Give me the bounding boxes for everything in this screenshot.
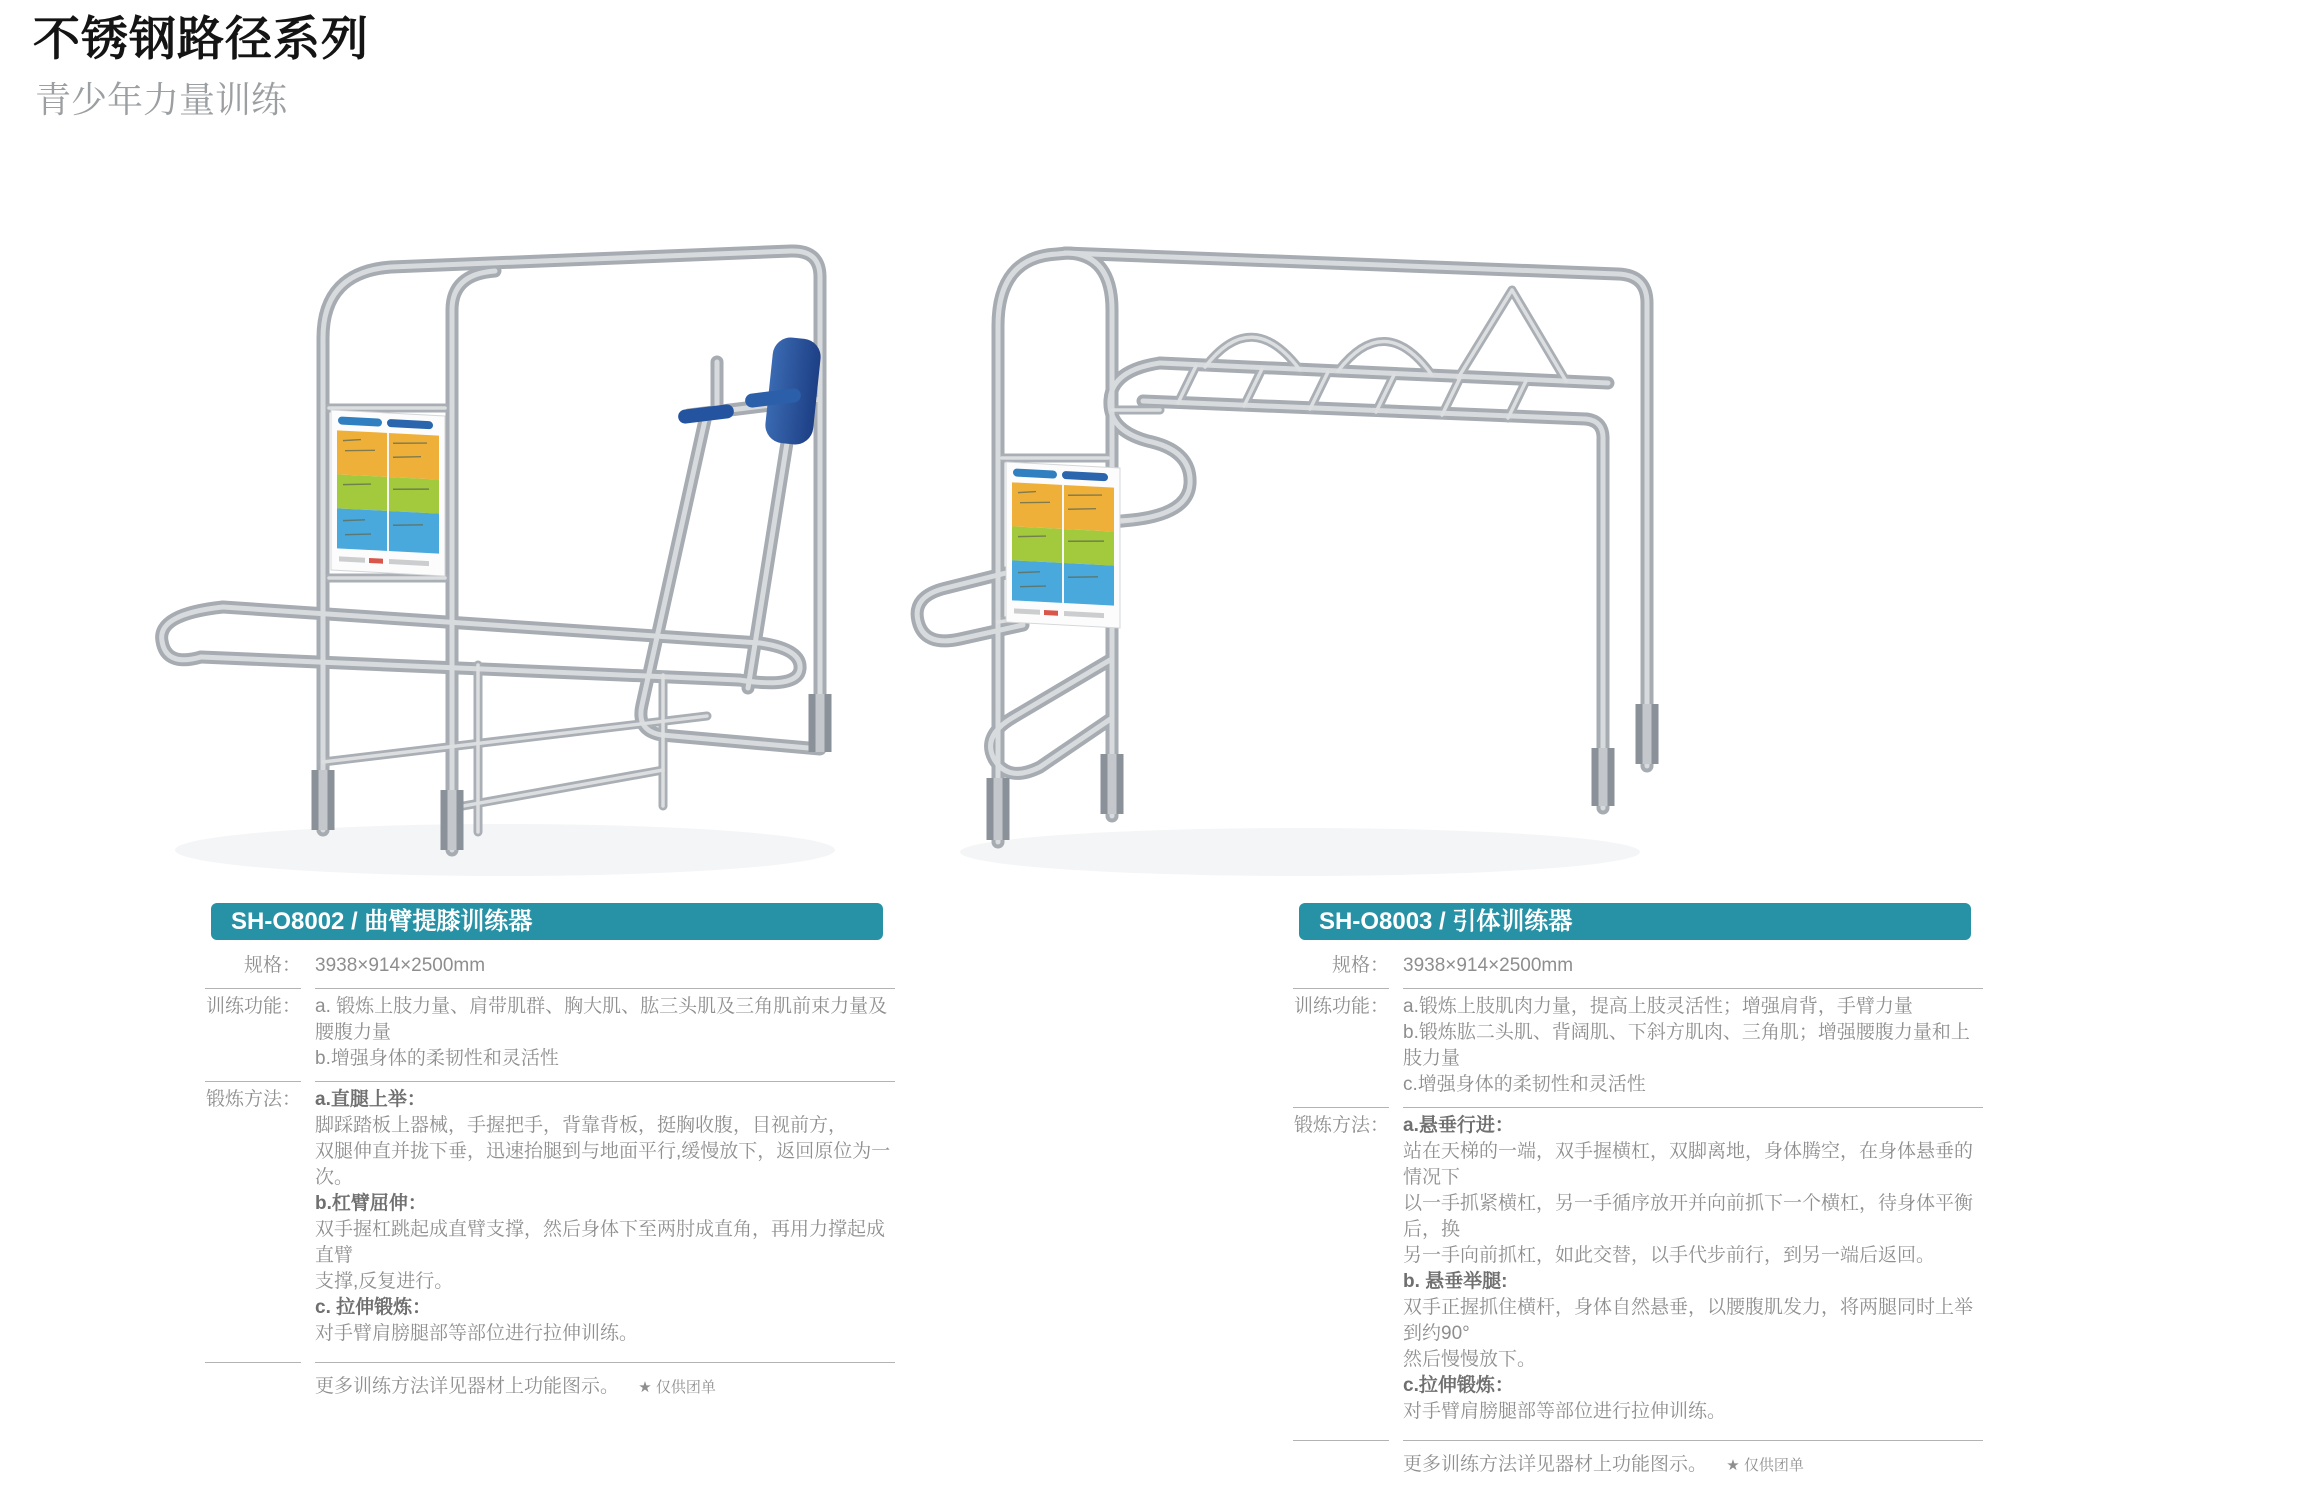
footer-spacer — [205, 1363, 301, 1410]
footer-content — [1403, 1441, 1983, 1488]
method-title: c. 拉伸锻炼： — [315, 1297, 432, 1318]
method-title: c.拉伸锻炼： — [1403, 1375, 1514, 1396]
steel-ladder-illustration — [860, 100, 1690, 910]
product-card-sh-o8003 — [1293, 903, 1983, 1488]
spec-row — [205, 948, 895, 989]
method-title: a.悬垂行进： — [1403, 1115, 1514, 1136]
spec-label: 规格： — [1293, 948, 1389, 989]
product-header-text: SH-O8003 / 引体训练器 — [1319, 908, 1573, 935]
ground-shadow — [175, 824, 835, 876]
spec-value: 3938×914×2500mm — [315, 948, 895, 989]
method-line: 站在天梯的一端，双手握横杠，双脚离地，身体腾空，在身体悬垂的情况下 — [1403, 1141, 1974, 1188]
function-line: a.锻炼上肢肌肉力量，提高上肢灵活性；增强肩背，手臂力量 — [1403, 996, 1913, 1017]
method-line: 以一手抓紧横杠，另一手循序放开并向前抓下一个横杠，待身体平衡后，换 — [1403, 1193, 1974, 1240]
functions-list — [1403, 989, 1983, 1108]
methods-label: 锻炼方法： — [205, 1082, 301, 1363]
function-line: b.锻炼肱二头肌、背阔肌、下斜方肌肉、三角肌；增强腰腹力量和上肢力量 — [1403, 1022, 1970, 1069]
footer-row — [205, 1363, 895, 1410]
functions-row — [1293, 989, 1983, 1108]
methods-row — [205, 1082, 895, 1363]
method-line: 对手臂肩膀腿部等部位进行拉伸训练。 — [315, 1323, 639, 1344]
function-line: c.增强身体的柔韧性和灵活性 — [1403, 1074, 1646, 1095]
product-card-sh-o8002 — [205, 903, 895, 1410]
methods-list — [315, 1082, 895, 1363]
product-header-bar — [211, 903, 883, 940]
methods-row — [1293, 1108, 1983, 1441]
footer-note: 更多训练方法详见器材上功能图示。 — [1403, 1454, 1708, 1475]
function-line: a. 锻炼上肢力量、肩带肌群、胸大肌、肱三头肌及三角肌前束力量及腰腹力量 — [315, 996, 888, 1043]
method-title: b. 悬垂举腿: — [1403, 1271, 1508, 1292]
page-subtitle: 青少年力量训练 — [35, 79, 288, 120]
function-line: b.增强身体的柔韧性和灵活性 — [315, 1048, 559, 1069]
product-photo-pull-up-trainer — [860, 100, 1690, 910]
method-line: 双手握杠跳起成直臂支撑，然后身体下至两肘成直角，再用力撑起成直臂 — [315, 1219, 886, 1266]
method-line: 然后慢慢放下。 — [1403, 1349, 1537, 1370]
group-order-star-note: ★ 仅供团单 — [1726, 1457, 1804, 1474]
footer-spacer — [1293, 1441, 1389, 1488]
instruction-board — [331, 410, 445, 576]
product-details — [205, 948, 895, 1410]
method-line: 双手正握抓住横杆，身体自然悬垂，以腰腹肌发力，将两腿同时上举到约90° — [1403, 1297, 1974, 1344]
footer-row — [1293, 1441, 1983, 1488]
functions-label: 训练功能： — [1293, 989, 1389, 1108]
group-order-star-note: ★ 仅供团单 — [638, 1379, 716, 1396]
method-line: 支撑,反复进行。 — [315, 1271, 454, 1292]
instruction-board — [1006, 462, 1120, 628]
functions-row — [205, 989, 895, 1082]
method-line: 双腿伸直并拢下垂，迅速抬腿到与地面平行,缓慢放下，返回原位为一次。 — [315, 1141, 891, 1188]
product-details — [1293, 948, 1983, 1488]
spec-value: 3938×914×2500mm — [1403, 948, 1983, 989]
method-title: b.杠臂屈伸： — [315, 1193, 427, 1214]
footer-content — [315, 1363, 895, 1410]
method-line: 另一手向前抓杠，如此交替，以手代步前行，到另一端后返回。 — [1403, 1245, 1936, 1266]
spec-row — [1293, 948, 1983, 989]
product-header-text: SH-O8002 / 曲臂提膝训练器 — [231, 908, 533, 935]
methods-label: 锻炼方法： — [1293, 1108, 1389, 1441]
functions-label: 训练功能： — [205, 989, 301, 1082]
footer-note: 更多训练方法详见器材上功能图示。 — [315, 1376, 620, 1397]
methods-list — [1403, 1108, 1983, 1441]
method-line: 对手臂肩膀腿部等部位进行拉伸训练。 — [1403, 1401, 1727, 1422]
product-header-bar — [1299, 903, 1971, 940]
ground-shadow — [960, 828, 1640, 876]
spec-label: 规格： — [205, 948, 301, 989]
method-line: 脚踩踏板上器械，手握把手，背靠背板，挺胸收腹，目视前方， — [315, 1115, 848, 1136]
method-title: a.直腿上举： — [315, 1089, 426, 1110]
steel-frame-illustration — [105, 108, 905, 898]
page-title: 不锈钢路径系列 — [33, 12, 369, 65]
product-photo-curved-arm-knee-raise-trainer — [105, 108, 905, 898]
functions-list — [315, 989, 895, 1082]
